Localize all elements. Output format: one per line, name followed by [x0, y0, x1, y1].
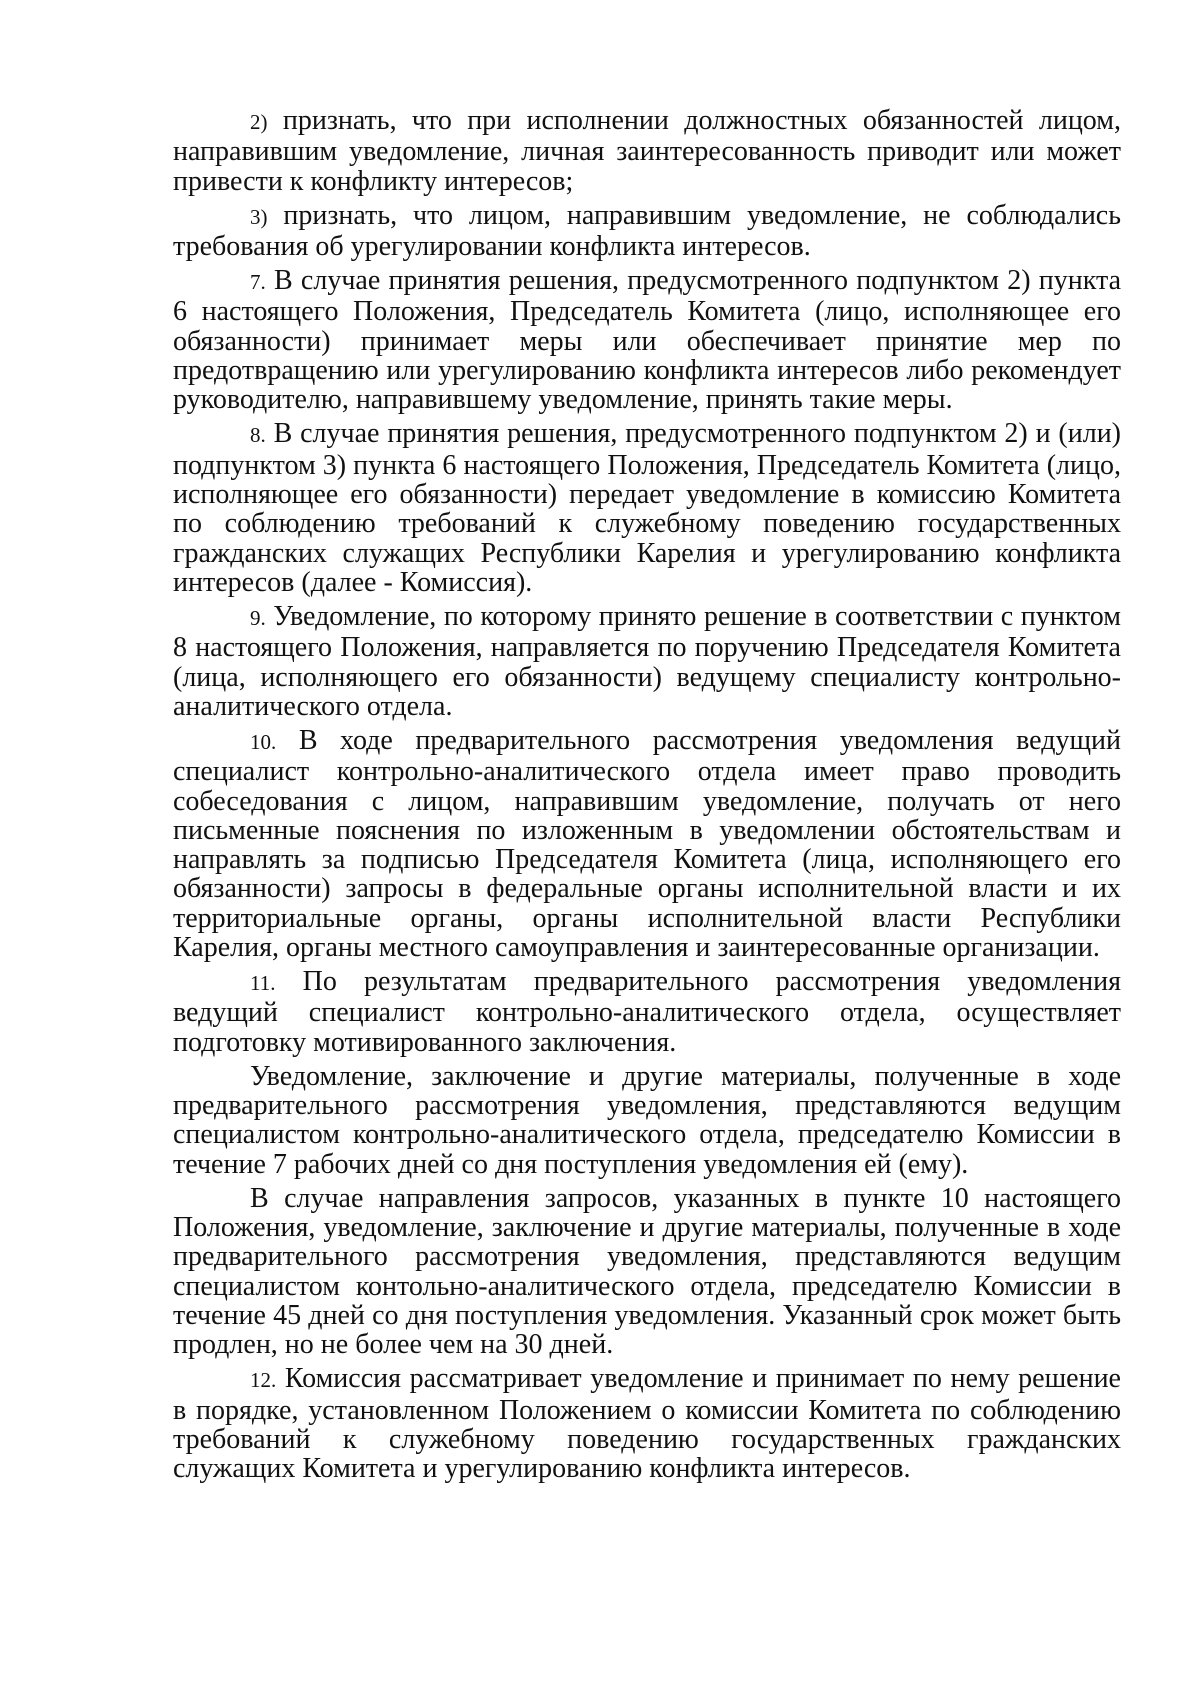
paragraph-text: Уведомление, по которому принято решение в соответствии с пунктом 8 настоящего Положения, направляется по поручению Председателя Комитета (лица, исполняющего его обязанности) ведущему специалисту контрольно-аналитического отдела. [173, 600, 1121, 722]
document-body [173, 106, 1121, 1488]
paragraph-text: В случае направления запросов, указанных в пункте 10 настоящего Положения, уведомление, заключение и другие материалы, полученные в ходе предварительного рассмотрения уведомления, представляются ведущим специалистом контольно-аналитического отдела, председателю Комиссии в течение 45 дней со дня поступления уведомления. Указанный срок может быть продлен, но не более чем на 30 дней. [173, 1182, 1121, 1361]
paragraph-text: В ходе предварительного рассмотрения уведомления ведущий специалист контрольно-аналитического отдела имеет право проводить собеседования с лицом, направившим уведомление, получать от него письменные пояснения по изложенным в уведомлении обстоятельствам и направлять за подписью Председателя Комитета (лица, исполняющего его обязанности) запросы в федеральные органы исполнительной власти и их территориальные органы, органы исполнительной власти Республики Карелия, органы местного самоуправления и заинтересованные организации. [173, 724, 1121, 963]
paragraph-item-9 [173, 602, 1121, 721]
paragraph-number: 9. [250, 605, 266, 630]
paragraph-item-12 [173, 1364, 1121, 1483]
paragraph-text: признать, что при исполнении должностных обязанностей лицом, направившим уведомление, личная заинтересованность приводит или может привести к конфликту интересов; [173, 105, 1121, 197]
paragraph-item-7 [173, 266, 1121, 414]
paragraph-number: 12. [250, 1368, 277, 1393]
paragraph-item-11-continued-b [173, 1184, 1121, 1360]
paragraph-item-10 [173, 726, 1121, 962]
paragraph-number: 7. [250, 270, 266, 295]
paragraph-subitem-3 [173, 201, 1121, 262]
paragraph-text: По результатам предварительного рассмотрения уведомления ведущий специалист контрольно-аналитического отдела, осуществляет подготовку мотивированного заключения. [173, 966, 1121, 1058]
paragraph-text: В случае принятия решения, предусмотренного подпунктом 2) пункта 6 настоящего Положения, Председатель Комитета (лицо, исполняющее его обязанности) принимает меры или обеспечивает принятие мер по предотвращению или урегулированию конфликта интересов либо рекомендует руководителю, направившему уведомление, принять такие меры. [173, 265, 1121, 416]
paragraph-text: Уведомление, заключение и другие материалы, полученные в ходе предварительного рассмотрения уведомления, представляются ведущим специалистом контрольно-аналитического отдела, председателю Комиссии в течение 7 рабочих дней со дня поступления уведомления ей (ему). [173, 1060, 1121, 1180]
paragraph-text: В случае принятия решения, предусмотренного подпунктом 2) и (или) подпунктом 3) пункта 6 настоящего Положения, Председатель Комитета (лицо, исполняющее его обязанности) передает уведомление в комиссию Комитета по соблюдению требований к служебному поведению государственных гражданских служащих Республики Карелия и урегулированию конфликта интересов (далее - Комиссия). [173, 418, 1122, 598]
paragraph-number: 2) [250, 110, 268, 134]
paragraph-item-8 [173, 419, 1121, 597]
paragraph-item-11 [173, 967, 1121, 1057]
paragraph-text: Комиссия рассматривает уведомление и принимает по нему решение в порядке, установленном Положением о комиссии Комитета по соблюдению требований к служебному поведению государственных гражданских служащих Комитета и урегулированию конфликта интересов. [173, 1363, 1121, 1485]
paragraph-number: 3) [250, 204, 268, 229]
paragraph-number: 8. [250, 423, 266, 448]
paragraph-item-11-continued-a [173, 1062, 1121, 1179]
paragraph-number: 11. [250, 971, 276, 996]
paragraph-text: признать, что лицом, направившим уведомление, не соблюдались требования об урегулировании конфликта интересов. [173, 199, 1122, 262]
paragraph-number: 10. [250, 729, 277, 754]
paragraph-subitem-2 [173, 106, 1121, 196]
